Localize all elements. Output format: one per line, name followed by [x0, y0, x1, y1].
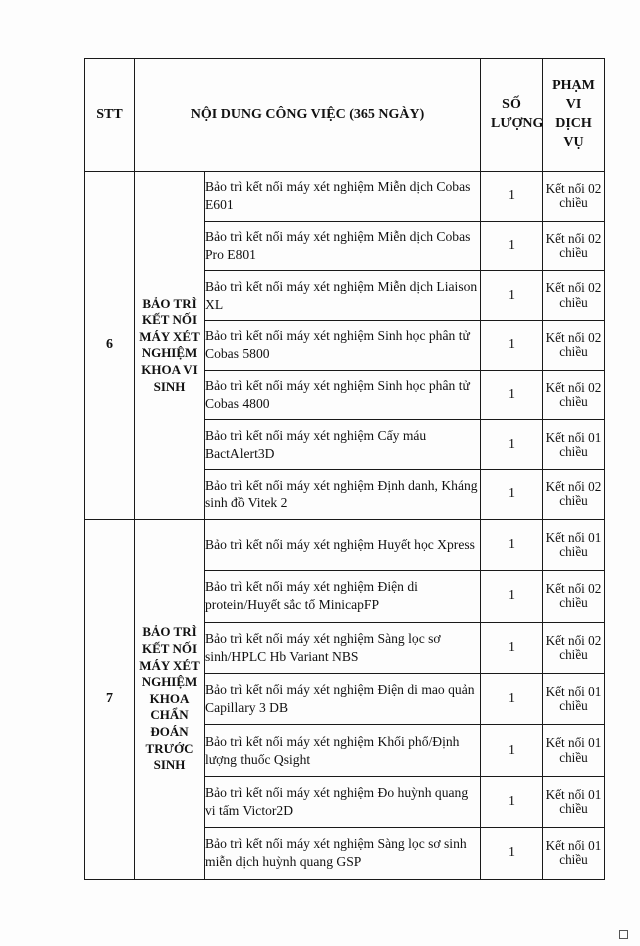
task-quantity: 1 [481, 622, 543, 673]
task-quantity: 1 [481, 470, 543, 520]
task-scope: Kết nối 02 chiều [543, 470, 605, 520]
task-scope: Kết nối 01 chiều [543, 420, 605, 470]
task-scope: Kết nối 01 chiều [543, 519, 605, 570]
header-scope: PHẠM VI DỊCH VỤ [543, 59, 605, 172]
group-name: BẢO TRÌ KẾT NỐI MÁY XÉT NGHIỆM KHOA VI SINH [135, 172, 205, 520]
task-description: Bảo trì kết nối máy xét nghiệm Điện di mao quản Capillary 3 DB [205, 673, 481, 724]
task-description: Bảo trì kết nối máy xét nghiệm Sinh học phân tử Cobas 5800 [205, 321, 481, 371]
task-quantity: 1 [481, 172, 543, 222]
task-description: Bảo trì kết nối máy xét nghiệm Cấy máu BactAlert3D [205, 420, 481, 470]
task-scope: Kết nối 01 chiều [543, 673, 605, 724]
task-description: Bảo trì kết nối máy xét nghiệm Huyết học Xpress [205, 519, 481, 570]
task-quantity: 1 [481, 321, 543, 371]
table-header-row [85, 59, 605, 172]
group-number: 7 [85, 519, 135, 879]
table-body [85, 172, 605, 880]
task-scope: Kết nối 01 chiều [543, 776, 605, 827]
task-description: Bảo trì kết nối máy xét nghiệm Đo huỳnh quang vi tấm Victor2D [205, 776, 481, 827]
task-description: Bảo trì kết nối máy xét nghiệm Điện di protein/Huyết sắc tố MinicapFP [205, 571, 481, 622]
task-description: Bảo trì kết nối máy xét nghiệm Miễn dịch Liaison XL [205, 271, 481, 321]
task-quantity: 1 [481, 519, 543, 570]
task-scope: Kết nối 02 chiều [543, 622, 605, 673]
task-scope: Kết nối 02 chiều [543, 271, 605, 321]
table-row [85, 519, 605, 570]
task-scope: Kết nối 01 chiều [543, 725, 605, 776]
scanner-watermark [612, 930, 634, 942]
task-description: Bảo trì kết nối máy xét nghiệm Sinh học phân tử Cobas 4800 [205, 370, 481, 420]
header-quantity: SỐ LƯỢNG [481, 59, 543, 172]
task-description: Bảo trì kết nối máy xét nghiệm Khối phổ/Định lượng thuốc Qsight [205, 725, 481, 776]
task-quantity: 1 [481, 828, 543, 879]
header-stt: STT [85, 59, 135, 172]
task-quantity: 1 [481, 673, 543, 724]
task-description: Bảo trì kết nối máy xét nghiệm Sàng lọc sơ sinh/HPLC Hb Variant NBS [205, 622, 481, 673]
task-description: Bảo trì kết nối máy xét nghiệm Miễn dịch Cobas E601 [205, 172, 481, 222]
task-scope: Kết nối 02 chiều [543, 172, 605, 222]
task-scope: Kết nối 01 chiều [543, 828, 605, 879]
task-quantity: 1 [481, 370, 543, 420]
task-quantity: 1 [481, 271, 543, 321]
task-description: Bảo trì kết nối máy xét nghiệm Sàng lọc sơ sinh miễn dịch huỳnh quang GSP [205, 828, 481, 879]
task-quantity: 1 [481, 725, 543, 776]
task-quantity: 1 [481, 420, 543, 470]
task-scope: Kết nối 02 chiều [543, 571, 605, 622]
task-scope: Kết nối 02 chiều [543, 370, 605, 420]
task-description: Bảo trì kết nối máy xét nghiệm Miễn dịch Cobas Pro E801 [205, 221, 481, 271]
task-description: Bảo trì kết nối máy xét nghiệm Định danh, Kháng sinh đồ Vitek 2 [205, 470, 481, 520]
task-quantity: 1 [481, 571, 543, 622]
table-row [85, 172, 605, 222]
scanner-logo-icon [619, 930, 628, 939]
group-number: 6 [85, 172, 135, 520]
task-quantity: 1 [481, 221, 543, 271]
task-quantity: 1 [481, 776, 543, 827]
header-content: NỘI DUNG CÔNG VIỆC (365 NGÀY) [135, 59, 481, 172]
task-scope: Kết nối 02 chiều [543, 321, 605, 371]
service-table [84, 58, 605, 880]
group-name: BẢO TRÌ KẾT NỐI MÁY XÉT NGHIỆM KHOA CHẨN ĐOÁN TRƯỚC SINH [135, 519, 205, 879]
task-scope: Kết nối 02 chiều [543, 221, 605, 271]
